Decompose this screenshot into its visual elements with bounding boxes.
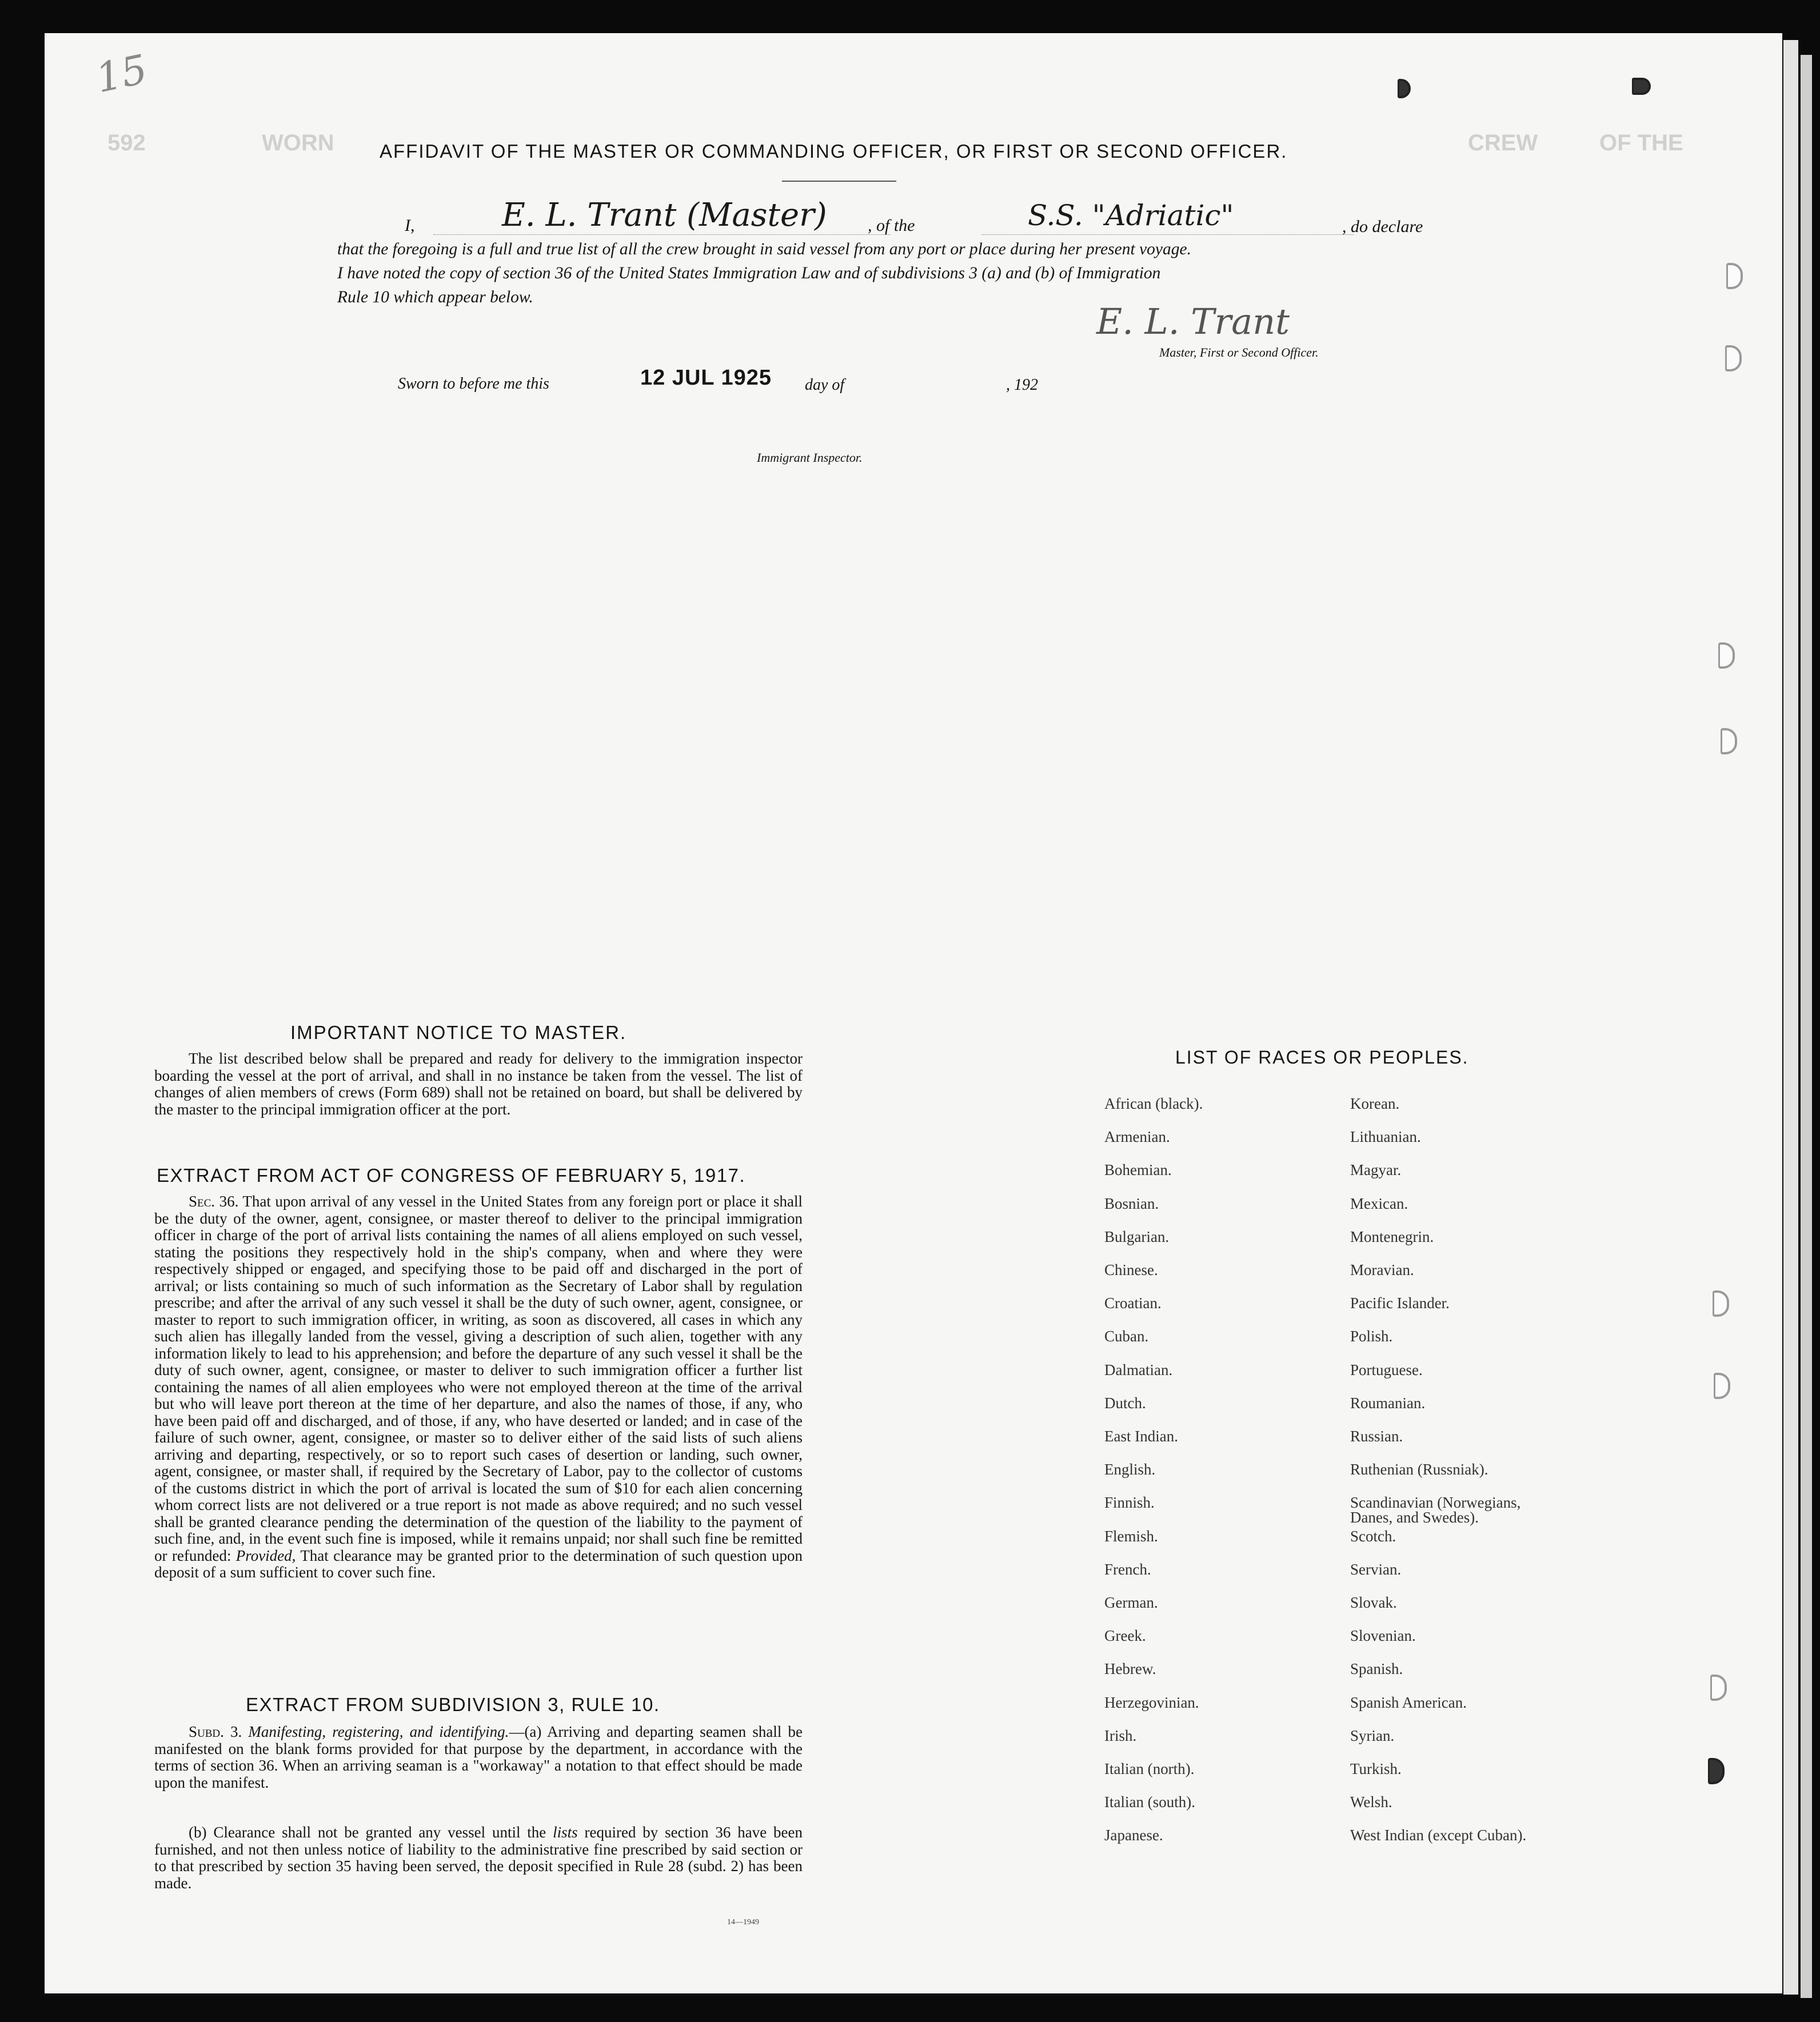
race-right-item: Spanish American. bbox=[1350, 1693, 1467, 1711]
form-number: 14—1949 bbox=[727, 1918, 759, 1927]
bleed-through-text: 592 bbox=[107, 130, 146, 155]
bleed-through-text: WORN bbox=[262, 130, 334, 155]
subd-label: Subd. 3. bbox=[189, 1723, 242, 1740]
title-rule bbox=[782, 181, 896, 182]
race-left-item: Italian (north). bbox=[1104, 1760, 1195, 1777]
bleed-through-text: CREW bbox=[1468, 130, 1538, 155]
sec-body-end: That clearance may be granted prior to the determination of such question upon deposit of a sum sufficient to cover such fine. bbox=[154, 1547, 803, 1581]
race-right-item: Polish. bbox=[1350, 1328, 1393, 1345]
race-left-item: English. bbox=[1104, 1461, 1156, 1478]
day-of-label: day of bbox=[805, 376, 845, 394]
race-right-item: Montenegrin. bbox=[1350, 1228, 1434, 1245]
race-left-item: Cuban. bbox=[1104, 1328, 1149, 1345]
race-left-item: Bohemian. bbox=[1104, 1161, 1172, 1179]
sec-label: Sec. 36. bbox=[189, 1193, 239, 1210]
sworn-label: Sworn to before me this bbox=[398, 375, 549, 393]
do-declare-label: , do declare bbox=[1342, 217, 1423, 236]
signature-caption: Master, First or Second Officer. bbox=[1159, 345, 1319, 359]
punch-hole bbox=[1708, 1758, 1725, 1784]
race-left-item: German. bbox=[1104, 1594, 1158, 1611]
para-a: —(a) Arriving and departing seamen shall be manifested on the blank forms provided for that purpose by the department, in accordance with the terms of section 36. When an arriving seaman is a "workaway" a notation to that effect should be made upon the manifest. bbox=[154, 1723, 803, 1791]
race-right-item: Scotch. bbox=[1350, 1527, 1396, 1545]
affidavit-line-2: I have noted the copy of section 36 of the United States Immigration Law and of subdivisions 3 (a) and (b) of Immigration bbox=[337, 264, 1161, 282]
race-left-item: Bosnian. bbox=[1104, 1194, 1159, 1212]
year-prefix: , 192 bbox=[1006, 376, 1038, 394]
punch-hole bbox=[1714, 1373, 1730, 1399]
race-right-item: Ruthenian (Russniak). bbox=[1350, 1461, 1488, 1478]
race-right-item: Magyar. bbox=[1350, 1161, 1402, 1179]
document-page bbox=[45, 33, 1782, 1993]
race-right-item: Russian. bbox=[1350, 1428, 1403, 1445]
punch-hole bbox=[1718, 642, 1735, 669]
race-right-item: Servian. bbox=[1350, 1560, 1402, 1578]
race-left-item: Dalmatian. bbox=[1104, 1361, 1173, 1378]
para-b-start: (b) Clearance shall not be granted any vessel until the bbox=[189, 1824, 546, 1841]
vessel-name-handwritten: S.S. "Adriatic" bbox=[1028, 199, 1234, 232]
race-left-item: Italian (south). bbox=[1104, 1793, 1195, 1811]
race-right-item: Syrian. bbox=[1350, 1727, 1395, 1744]
inspector-caption: Immigrant Inspector. bbox=[757, 450, 863, 465]
provided-word: Provided, bbox=[236, 1547, 296, 1564]
punch-hole bbox=[1726, 263, 1743, 289]
bleed-through-text: OF THE bbox=[1599, 130, 1683, 155]
race-left-item: Bulgarian. bbox=[1104, 1228, 1170, 1245]
extract-act-title: EXTRACT FROM ACT OF CONGRESS OF FEBRUARY 5, 1917. bbox=[157, 1165, 746, 1186]
race-left-item: Hebrew. bbox=[1104, 1660, 1156, 1678]
race-left-item: Herzegovinian. bbox=[1104, 1693, 1199, 1711]
race-right-item: Moravian. bbox=[1350, 1261, 1414, 1278]
subdivision-a bbox=[154, 1724, 803, 1791]
race-left-item: Armenian. bbox=[1104, 1128, 1170, 1146]
corner-pencil-mark: 15 bbox=[91, 45, 151, 102]
punch-hole bbox=[1725, 345, 1742, 371]
race-left-item: Croatian. bbox=[1104, 1294, 1162, 1312]
extract-act-body bbox=[154, 1193, 803, 1581]
race-right-item: Roumanian. bbox=[1350, 1394, 1426, 1412]
master-signature: E. L. Trant bbox=[1096, 301, 1290, 342]
master-name-handwritten: E. L. Trant (Master) bbox=[502, 197, 827, 234]
race-right-item: Welsh. bbox=[1350, 1793, 1392, 1811]
vessel-line bbox=[982, 234, 1354, 235]
race-right-item: Spanish. bbox=[1350, 1660, 1403, 1678]
race-right-item: Pacific Islander. bbox=[1350, 1294, 1450, 1312]
race-right-item: Lithuanian. bbox=[1350, 1128, 1421, 1146]
race-right-item: Slovak. bbox=[1350, 1594, 1397, 1611]
of-the-label: , of the bbox=[868, 216, 915, 235]
notice-body: The list described below shall be prepared and ready for delivery to the immigration inspector boarding the vessel at the port of arrival, and shall in no instance be taken from the vessel. The list of changes of alien members of crews (Form 689) shall not be retained on board, but shall be delivered by the master to the principal immigration officer at the port. bbox=[154, 1050, 803, 1118]
para-b-lists: lists bbox=[553, 1824, 578, 1841]
race-left-item: French. bbox=[1104, 1560, 1151, 1578]
punch-hole bbox=[1713, 1290, 1729, 1317]
race-right-item: Slovenian. bbox=[1350, 1627, 1416, 1645]
race-right-item: Portuguese. bbox=[1350, 1361, 1423, 1378]
date-stamp: 12 JUL 1925 bbox=[640, 366, 772, 390]
notice-title: IMPORTANT NOTICE TO MASTER. bbox=[290, 1022, 627, 1043]
punch-hole bbox=[1710, 1675, 1727, 1701]
race-left-item: Finnish. bbox=[1104, 1494, 1155, 1512]
race-right-item: Turkish. bbox=[1350, 1760, 1402, 1777]
page-stack-edge bbox=[1783, 40, 1798, 1995]
races-title: LIST OF RACES OR PEOPLES. bbox=[1175, 1047, 1469, 1068]
race-left-item: Dutch. bbox=[1104, 1394, 1146, 1412]
subdivision-b bbox=[154, 1824, 803, 1892]
race-left-item: Flemish. bbox=[1104, 1527, 1158, 1545]
race-left-item: Chinese. bbox=[1104, 1261, 1158, 1278]
sec-body: That upon arrival of any vessel in the United States from any foreign port or place it shall be the duty of the owner, agent, consignee, or master thereof to deliver to the principal immigration officer in charge of the port of arrival lists containing the names of all aliens employed on such vessel, stating the positions they respectively hold in the ship's company, when and where they were respectively shipped or engaged, and specifying those to be paid off and discharged in the port of arrival; or lists containing so much of such information as the Secretary of Labor shall by regulation prescribe; and after the arrival of any such vessel it shall be the duty of such owner, agent, consignee, or master to report to such immigration officer, in writing, as soon as discovered, all cases in which any such alien has illegally landed from the vessel, giving a description of such alien, together with any information likely to lead to his apprehension; and before the departure of any such vessel it shall be the duty of such owner, agent, consignee, or master to deliver to such immigration officer a further list containing the names of all alien employees who were not employed thereon at the time of the arrival but who will leave port thereon at the time of her departure, and also the names of those, if any, who have been paid off and discharged, and of those, if any, who have deserted or landed; and in case of the failure of such owner, agent, consignee, or master so to deliver either of the said lists of such aliens arriving and departing, respectively, or so to report such cases of desertion or landing, such owner, agent, consignee, or master shall, if required by the Secretary of Labor, pay to the collector of customs of the customs district in which the port of arrival is located the sum of $10 for each alien concerning whom correct lists are not delivered or a true report is not made as above required; and no such vessel shall be granted clearance pending the determination of the question of the liability to the payment of such fine, and, in the event such fine is imposed, while it remains unpaid; nor shall such fine be remitted or refunded: bbox=[154, 1193, 803, 1564]
race-right-item: Korean. bbox=[1350, 1095, 1400, 1112]
race-left-item: African (black). bbox=[1104, 1095, 1203, 1112]
punch-hole bbox=[1398, 79, 1411, 98]
race-left-item: East Indian. bbox=[1104, 1428, 1178, 1445]
race-left-item: Irish. bbox=[1104, 1727, 1137, 1744]
race-right-item: West Indian (except Cuban). bbox=[1350, 1827, 1527, 1844]
affidavit-line-1: that the foregoing is a full and true list of all the crew brought in said vessel from any port or place during her present voyage. bbox=[337, 240, 1191, 258]
punch-hole bbox=[1632, 78, 1651, 95]
affidavit-title: AFFIDAVIT OF THE MASTER OR COMMANDING OFFICER, OR FIRST OR SECOND OFFICER. bbox=[380, 141, 1288, 162]
race-left-item: Greek. bbox=[1104, 1627, 1146, 1645]
race-right-item: Scandinavian (Norwegians, Danes, and Swedes). bbox=[1350, 1494, 1521, 1527]
race-left-item: Japanese. bbox=[1104, 1827, 1163, 1844]
subd-title: Manifesting, registering, and identifying. bbox=[248, 1723, 509, 1740]
affidavit-line-3: Rule 10 which appear below. bbox=[337, 288, 533, 306]
punch-hole bbox=[1721, 728, 1737, 754]
name-line bbox=[433, 234, 891, 235]
para-b-end: required by section 36 have been furnished, and not then unless notice of liability to the administrative fine prescribed by said section or to that prescribed by section 35 having been served, the deposit specified in Rule 28 (subd. 2) has been made. bbox=[154, 1824, 803, 1892]
affidavit-i-label: I, bbox=[405, 216, 415, 235]
extract-rule-title: EXTRACT FROM SUBDIVISION 3, RULE 10. bbox=[246, 1694, 660, 1715]
page-stack-edge bbox=[1801, 55, 1812, 1998]
race-right-item: Mexican. bbox=[1350, 1194, 1408, 1212]
